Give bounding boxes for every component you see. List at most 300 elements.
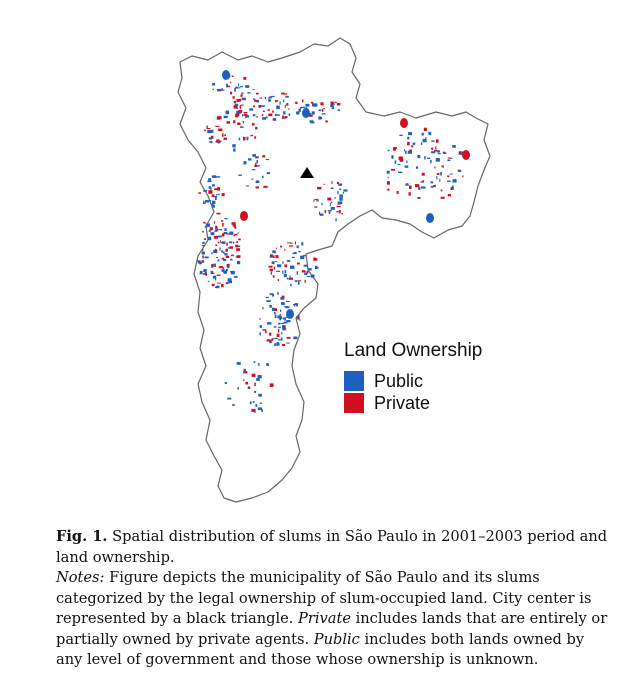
slum-patch bbox=[416, 166, 418, 168]
slum-patch bbox=[214, 236, 218, 239]
slum-patch bbox=[325, 210, 327, 213]
slum-patch bbox=[287, 278, 289, 280]
slum-patch bbox=[282, 344, 285, 346]
slum-patch bbox=[244, 369, 246, 372]
slum-patch bbox=[295, 280, 298, 282]
slum-patch bbox=[242, 98, 246, 101]
slum-patch bbox=[258, 394, 262, 397]
slum-patch bbox=[217, 275, 221, 276]
slum-patch bbox=[278, 329, 279, 333]
slum-patch bbox=[227, 121, 230, 124]
slum-patch bbox=[226, 282, 229, 284]
slum-patch bbox=[343, 192, 344, 194]
slum-patch bbox=[205, 273, 206, 276]
slum-patch bbox=[278, 315, 282, 318]
slum-patch bbox=[272, 308, 275, 311]
slum-patch bbox=[425, 137, 426, 139]
slum-patch bbox=[237, 261, 240, 264]
slum-patch bbox=[202, 242, 204, 244]
slum-patch bbox=[241, 92, 243, 94]
slum-patch bbox=[265, 97, 266, 99]
slum-patch bbox=[409, 150, 412, 152]
slum-patch bbox=[316, 200, 319, 201]
slum-patch bbox=[426, 213, 434, 223]
slum-patch bbox=[275, 100, 278, 102]
slum-patch bbox=[440, 172, 442, 175]
slum-patch bbox=[249, 108, 253, 110]
slum-patch bbox=[239, 138, 240, 141]
slum-patch bbox=[207, 181, 211, 182]
slum-patch bbox=[250, 401, 252, 404]
slum-patch bbox=[268, 109, 270, 111]
slum-patch bbox=[217, 89, 221, 92]
slum-patch bbox=[213, 264, 216, 267]
slum-patch bbox=[441, 190, 443, 192]
slum-patch bbox=[281, 332, 282, 334]
slum-patch bbox=[221, 220, 223, 222]
slum-patch bbox=[462, 150, 470, 160]
slum-patch bbox=[215, 197, 217, 200]
slum-patch bbox=[295, 102, 297, 105]
slum-patch bbox=[229, 232, 233, 235]
slum-patch bbox=[397, 191, 399, 194]
slum-patch bbox=[281, 323, 284, 324]
slum-patch bbox=[335, 197, 336, 199]
slum-patch bbox=[338, 202, 342, 205]
slum-patch bbox=[224, 138, 228, 140]
notes-part-1: Figure depicts the municipality of São Paulo and its slums categorized by the legal ownership of slum-occupied land. City center is represented by a black triangle. bbox=[56, 569, 592, 627]
slum-patch bbox=[298, 315, 300, 318]
slum-patch bbox=[253, 105, 255, 107]
slum-patch bbox=[233, 120, 235, 123]
slum-patch bbox=[206, 223, 210, 226]
slum-patch bbox=[266, 300, 270, 302]
slum-patch bbox=[423, 139, 427, 143]
slum-patch bbox=[395, 160, 397, 164]
slum-patch bbox=[254, 361, 256, 363]
slum-patch bbox=[431, 151, 435, 153]
slum-patch bbox=[437, 173, 440, 175]
slum-patch bbox=[337, 206, 341, 207]
slum-patch bbox=[202, 255, 204, 258]
legend-item-public bbox=[344, 370, 482, 392]
slum-patch bbox=[255, 127, 257, 129]
slum-patch bbox=[301, 242, 303, 245]
slum-patch bbox=[310, 122, 314, 124]
slum-patch bbox=[203, 222, 206, 224]
slum-patch bbox=[280, 246, 282, 248]
slum-patch bbox=[203, 201, 204, 204]
slum-patch bbox=[336, 211, 338, 212]
slum-patch bbox=[296, 111, 299, 114]
slum-patch bbox=[232, 144, 235, 147]
slum-patch bbox=[431, 186, 434, 188]
slum-patch bbox=[243, 77, 246, 80]
slum-patch bbox=[252, 123, 255, 125]
slum-patch bbox=[256, 186, 260, 188]
slum-patch bbox=[234, 276, 238, 278]
slum-patch bbox=[297, 271, 298, 275]
slum-patch bbox=[198, 261, 200, 264]
slum-patch bbox=[295, 242, 296, 245]
slum-patch bbox=[399, 157, 403, 160]
slum-patch bbox=[220, 242, 222, 243]
slum-patch bbox=[398, 172, 402, 174]
slum-patch bbox=[252, 374, 256, 377]
slum-patch bbox=[262, 176, 264, 179]
slum-patch bbox=[287, 242, 290, 243]
slum-patch bbox=[322, 109, 323, 112]
legend-item-private bbox=[344, 392, 482, 414]
slum-patch bbox=[433, 185, 436, 187]
slum-patch bbox=[276, 255, 279, 258]
slum-patch bbox=[243, 379, 244, 380]
slum-patch bbox=[312, 111, 315, 114]
slum-patch bbox=[308, 268, 312, 270]
slum-patch bbox=[238, 175, 242, 176]
slum-patch bbox=[459, 153, 461, 155]
slum-patch bbox=[213, 276, 216, 279]
slum-patch bbox=[236, 111, 240, 114]
slum-patch bbox=[240, 211, 248, 221]
figure-caption bbox=[56, 527, 611, 671]
slum-patch bbox=[290, 266, 294, 269]
slum-patch bbox=[297, 280, 301, 281]
slum-patch bbox=[436, 139, 439, 142]
slum-patch bbox=[273, 118, 276, 121]
slum-patch bbox=[252, 154, 256, 157]
slum-patch bbox=[270, 269, 273, 272]
slum-patch bbox=[240, 105, 242, 109]
legend bbox=[344, 340, 482, 414]
slum-patch bbox=[286, 103, 288, 106]
slum-patch bbox=[275, 315, 277, 318]
private-term: Private bbox=[298, 610, 351, 627]
slum-patch bbox=[391, 155, 393, 159]
slum-patch bbox=[266, 159, 269, 160]
slum-patch bbox=[424, 156, 426, 159]
slum-patch bbox=[260, 403, 262, 404]
slum-patch bbox=[239, 87, 240, 89]
slum-patch bbox=[278, 279, 279, 281]
slum-patch bbox=[283, 117, 287, 119]
slum-patch bbox=[329, 212, 331, 214]
slum-patch bbox=[226, 256, 230, 258]
slum-patch bbox=[258, 363, 259, 366]
slum-patch bbox=[447, 160, 450, 162]
slum-patch bbox=[259, 98, 262, 99]
slum-patch bbox=[204, 130, 206, 132]
slum-patch bbox=[418, 187, 420, 190]
slum-patch bbox=[203, 190, 207, 192]
slum-patch bbox=[452, 186, 454, 190]
slum-patch bbox=[248, 387, 250, 389]
slum-patch bbox=[210, 227, 213, 230]
slum-patch bbox=[218, 236, 222, 238]
slum-patch bbox=[215, 249, 216, 253]
slum-patch bbox=[235, 114, 238, 117]
slum-patch bbox=[274, 267, 275, 270]
slum-patch bbox=[287, 337, 291, 339]
slum-patch bbox=[395, 147, 397, 149]
slum-patch bbox=[284, 264, 287, 267]
slum-patch bbox=[233, 96, 235, 99]
slum-patch bbox=[458, 170, 462, 172]
slum-patch bbox=[232, 76, 234, 78]
slum-patch bbox=[207, 128, 210, 129]
slum-patch bbox=[222, 233, 225, 236]
slum-patch bbox=[339, 189, 341, 191]
slum-patch bbox=[444, 153, 446, 154]
slum-patch bbox=[226, 249, 229, 252]
caption-title-text: Spatial distribution of slums in São Paulo in 2001–2003 period and land ownership. bbox=[56, 528, 608, 566]
slum-patch bbox=[297, 245, 299, 248]
slum-patch bbox=[254, 100, 256, 102]
slum-patch bbox=[235, 87, 239, 89]
legend-label-public: Public bbox=[374, 370, 424, 391]
slum-patch bbox=[237, 362, 241, 365]
slum-patch bbox=[313, 200, 314, 202]
slum-patch bbox=[202, 231, 204, 232]
slum-patch bbox=[447, 175, 449, 177]
slum-patch bbox=[430, 160, 432, 163]
slum-patch bbox=[253, 114, 256, 116]
slum-patch bbox=[211, 264, 213, 268]
slum-patch bbox=[274, 308, 277, 311]
slum-patch bbox=[202, 252, 205, 255]
slum-patch bbox=[222, 70, 230, 80]
slum-patch bbox=[437, 150, 440, 152]
slum-patch bbox=[233, 225, 234, 227]
slum-patch bbox=[286, 309, 294, 319]
slum-patch bbox=[339, 210, 341, 213]
slum-patch bbox=[277, 334, 280, 337]
slum-patch bbox=[278, 327, 281, 328]
slum-patch bbox=[298, 251, 300, 252]
slum-patch bbox=[405, 151, 407, 154]
slum-patch bbox=[222, 133, 224, 136]
slum-patch bbox=[294, 252, 297, 254]
slum-patch bbox=[304, 273, 307, 275]
slum-patch bbox=[319, 212, 320, 215]
slum-patch bbox=[298, 282, 300, 285]
notes-part-2: includes lands that are entirely or partially owned by private agents. bbox=[56, 610, 608, 648]
slum-patch bbox=[290, 276, 291, 278]
slum-patch bbox=[317, 187, 321, 190]
slum-patch bbox=[312, 103, 315, 106]
slum-patch bbox=[436, 158, 440, 162]
slum-patch bbox=[211, 232, 215, 235]
slum-patch bbox=[261, 409, 263, 412]
legend-label-private: Private bbox=[374, 392, 431, 413]
slum-patch bbox=[210, 141, 213, 143]
slum-patch bbox=[270, 293, 274, 295]
slum-patch bbox=[283, 111, 285, 114]
slum-patch bbox=[208, 190, 212, 194]
slum-patch bbox=[406, 183, 409, 184]
slum-patch bbox=[262, 155, 265, 157]
slum-patch bbox=[218, 194, 220, 195]
slum-patch bbox=[278, 323, 280, 325]
slum-patch bbox=[211, 271, 214, 274]
slum-patch bbox=[268, 99, 271, 102]
slum-patch bbox=[245, 382, 248, 385]
slum-patch bbox=[281, 338, 283, 341]
slum-patch bbox=[435, 146, 436, 149]
slum-patch bbox=[237, 107, 239, 109]
slum-patch bbox=[304, 265, 308, 267]
public-term: Public bbox=[313, 630, 360, 648]
slum-patch bbox=[398, 164, 401, 165]
slum-patch bbox=[290, 243, 292, 244]
slum-patch bbox=[234, 88, 236, 91]
slum-patch bbox=[200, 271, 203, 274]
slum-patch bbox=[439, 179, 440, 182]
slum-patch bbox=[244, 114, 247, 116]
slum-patch bbox=[407, 137, 409, 140]
slum-patch bbox=[314, 199, 318, 200]
slum-patch bbox=[202, 249, 203, 251]
slum-patch bbox=[324, 184, 325, 185]
slum-patch bbox=[339, 194, 343, 197]
slum-patch bbox=[217, 116, 220, 120]
slum-patch bbox=[319, 110, 322, 112]
slum-patch bbox=[251, 179, 253, 180]
slum-patch bbox=[236, 248, 240, 251]
slum-patch bbox=[256, 181, 260, 184]
slum-patch bbox=[269, 333, 271, 336]
slum-patch bbox=[255, 163, 256, 166]
slum-patch bbox=[231, 255, 234, 257]
slum-patch bbox=[257, 100, 259, 103]
slum-patch bbox=[214, 231, 217, 232]
slum-patch bbox=[213, 196, 217, 197]
slum-patch bbox=[408, 132, 412, 135]
slum-patch bbox=[415, 184, 419, 187]
slum-patch bbox=[450, 174, 453, 175]
slum-patch bbox=[250, 135, 253, 136]
slum-patch bbox=[217, 213, 221, 215]
slum-patch bbox=[277, 343, 280, 346]
slum-patch bbox=[418, 197, 421, 199]
notes-part-3: includes both lands owned by any level of government and those whose ownership is unknown. bbox=[56, 630, 585, 668]
slum-patch bbox=[421, 186, 425, 188]
slum-patch bbox=[219, 247, 220, 250]
slum-patch bbox=[280, 314, 281, 316]
slum-patch bbox=[343, 189, 347, 191]
slum-patch bbox=[225, 382, 227, 384]
slum-patch bbox=[285, 270, 287, 273]
slum-patch bbox=[338, 109, 341, 111]
slum-patch bbox=[233, 148, 235, 151]
slum-patch bbox=[302, 100, 304, 103]
slum-patch bbox=[234, 234, 237, 236]
slum-patch bbox=[274, 343, 276, 346]
slum-patch bbox=[237, 123, 240, 126]
slum-patch bbox=[222, 223, 224, 227]
slum-patch bbox=[238, 246, 240, 248]
slum-patch bbox=[216, 257, 218, 258]
slum-patch bbox=[334, 102, 336, 103]
slum-patch bbox=[212, 175, 216, 178]
slum-patch bbox=[220, 141, 222, 143]
slum-patch bbox=[208, 237, 212, 240]
slum-patch bbox=[230, 242, 231, 243]
slum-patch bbox=[272, 111, 274, 113]
slum-patch bbox=[253, 89, 255, 90]
notes-label: Notes: bbox=[56, 569, 105, 586]
slum-patch bbox=[232, 404, 235, 406]
slum-patch bbox=[331, 202, 332, 203]
slum-patch bbox=[388, 177, 389, 178]
slum-patch bbox=[247, 92, 250, 93]
slum-patch bbox=[209, 200, 211, 201]
slum-patch bbox=[261, 105, 265, 107]
slum-patch bbox=[224, 253, 227, 255]
slum-patch bbox=[315, 267, 318, 269]
slum-patch bbox=[226, 111, 230, 115]
slum-patch bbox=[277, 264, 281, 267]
slum-patch bbox=[290, 284, 291, 287]
slum-patch bbox=[225, 218, 228, 219]
slum-patch bbox=[258, 375, 262, 378]
slum-patch bbox=[420, 182, 423, 183]
slum-patch bbox=[212, 201, 215, 204]
slum-patch bbox=[269, 266, 273, 268]
slum-patch bbox=[283, 328, 287, 331]
slum-patch bbox=[327, 198, 331, 201]
caption-title bbox=[56, 527, 611, 568]
slum-patch bbox=[218, 242, 220, 244]
public-swatch bbox=[344, 371, 364, 391]
slum-patch bbox=[260, 332, 261, 335]
slum-patch bbox=[411, 145, 413, 147]
slum-patch bbox=[285, 105, 286, 108]
slum-patch bbox=[271, 272, 272, 275]
slum-patch bbox=[274, 326, 277, 328]
slum-patch bbox=[282, 271, 283, 274]
slum-patch bbox=[228, 247, 232, 249]
slum-patch bbox=[442, 166, 444, 168]
slum-patch bbox=[335, 218, 336, 221]
slum-patch bbox=[244, 161, 247, 164]
slum-patch bbox=[338, 184, 342, 186]
slum-patch bbox=[238, 83, 239, 86]
slum-patch bbox=[341, 213, 343, 214]
slum-patch bbox=[275, 114, 277, 116]
slum-patch bbox=[222, 193, 225, 196]
slum-patch bbox=[238, 387, 240, 390]
slum-patch bbox=[263, 186, 267, 188]
slum-patch bbox=[226, 86, 230, 87]
slum-patch bbox=[405, 184, 409, 185]
slum-patch bbox=[254, 391, 256, 393]
slum-patch bbox=[230, 82, 231, 83]
slum-patch bbox=[323, 108, 325, 109]
slum-patch bbox=[282, 296, 285, 298]
slum-patch bbox=[257, 160, 259, 163]
slum-patch bbox=[421, 142, 422, 145]
slum-patch bbox=[431, 141, 434, 142]
slum-patch bbox=[272, 250, 276, 253]
slum-patch bbox=[332, 107, 335, 109]
slum-patch bbox=[227, 266, 229, 268]
slum-patch bbox=[262, 117, 266, 120]
slum-patch bbox=[448, 194, 451, 196]
slum-patch bbox=[387, 181, 390, 185]
slum-patch bbox=[270, 256, 274, 257]
slum-patch bbox=[267, 322, 271, 325]
